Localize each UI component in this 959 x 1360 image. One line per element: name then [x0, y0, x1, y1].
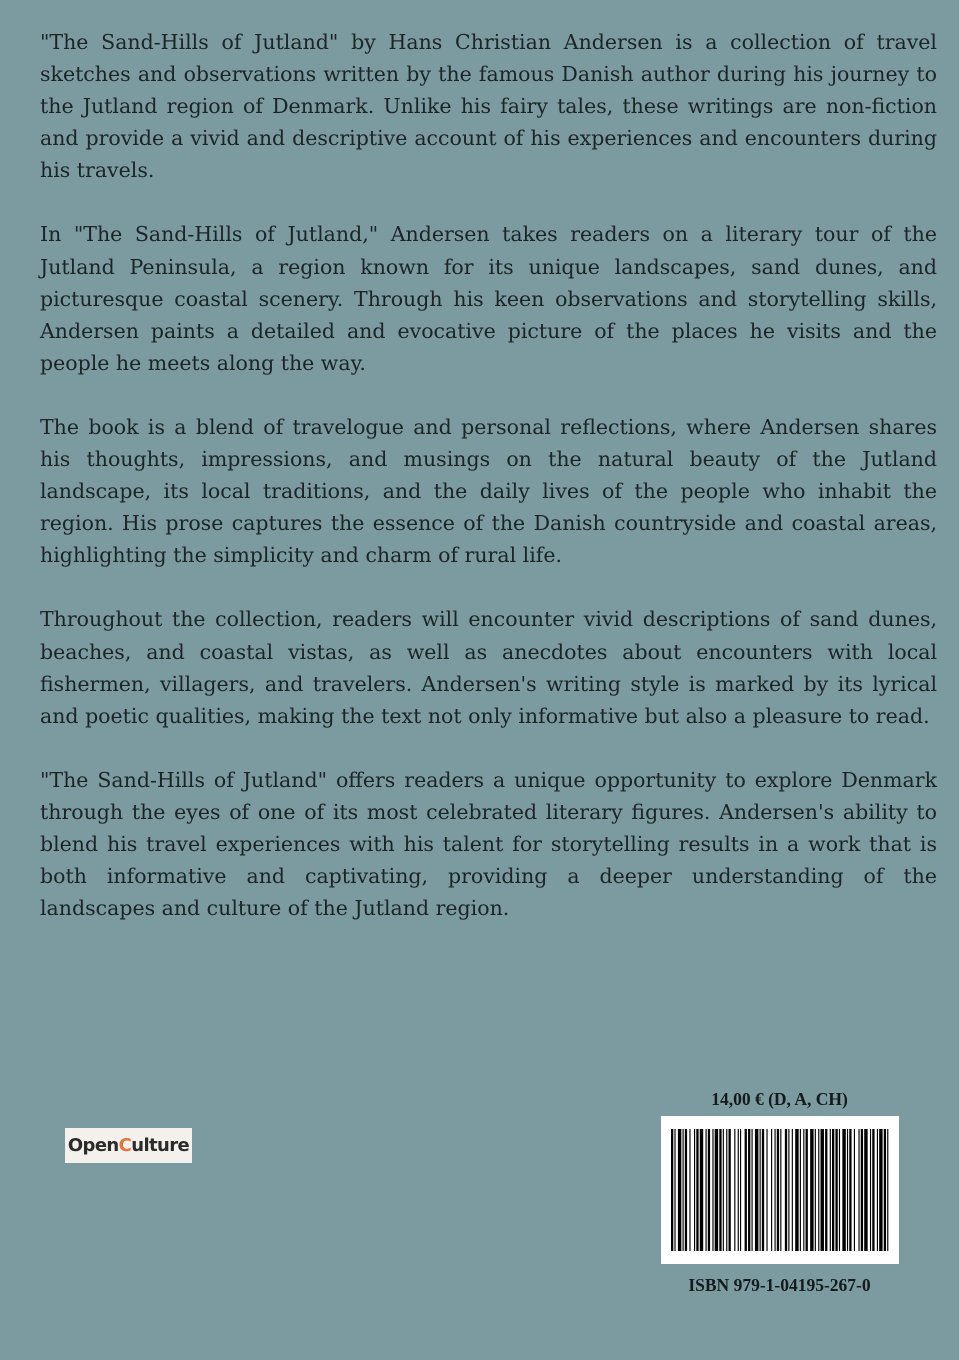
barcode-bar — [861, 1129, 863, 1251]
barcode-bar — [849, 1129, 851, 1251]
barcode-bar — [748, 1129, 750, 1251]
barcode-bar — [792, 1129, 793, 1251]
barcode-bar — [706, 1129, 707, 1251]
barcode-bar — [870, 1129, 871, 1251]
barcode-bar — [800, 1129, 801, 1251]
barcode-bar — [696, 1129, 698, 1251]
barcode-bar — [877, 1129, 878, 1251]
barcode-bar — [818, 1129, 819, 1251]
isbn-label: ISBN 979-1-04195-267-0 — [688, 1275, 871, 1295]
barcode-bar — [879, 1129, 882, 1251]
barcode-bar — [700, 1129, 703, 1251]
barcode-bar — [839, 1129, 840, 1251]
barcode-bar — [835, 1129, 837, 1251]
barcode-bar — [858, 1129, 859, 1251]
barcode-bar — [715, 1129, 718, 1251]
barcode-bar — [729, 1129, 731, 1251]
barcode-bar — [830, 1129, 831, 1251]
blurb-paragraph-5: "The Sand-Hills of Jutland" offers readers a unique opportunity to explore Denmark through the eyes of one of its most celebrated literary figures. Andersen's ability to blend his travel experiences with his talent for storytelling results in a work that is both informative and captivating, providing a deeper understanding of the landscapes and culture of the Jutland region. — [40, 767, 937, 921]
barcode-bar — [788, 1129, 789, 1251]
barcode-bar — [815, 1129, 816, 1251]
barcode-bar — [689, 1129, 690, 1251]
barcode-bar — [719, 1129, 721, 1251]
barcode-bar — [712, 1129, 713, 1251]
barcode-bar — [694, 1129, 695, 1251]
barcode-bar — [777, 1129, 779, 1251]
barcode-bar — [795, 1129, 798, 1251]
back-cover-blurb — [40, 26, 937, 956]
barcode-bar — [806, 1129, 808, 1251]
barcode-bar — [864, 1129, 867, 1251]
barcode-bar — [842, 1129, 845, 1251]
barcode-bar — [810, 1129, 813, 1251]
barcode-bar — [738, 1129, 739, 1251]
barcode-bar — [884, 1129, 886, 1251]
logo-mark: C — [118, 1135, 132, 1156]
barcode-bar — [780, 1129, 781, 1251]
blurb-paragraph-1: "The Sand-Hills of Jutland" by Hans Christian Andersen is a collection of travel sketches and observations written by the famous Danish author during his journey to the Jutland region of Denmark. Unlike his fairy tales, these writings are non-fiction and provide a vivid and descriptive account of his experiences and encounters during his travels. — [40, 30, 937, 183]
barcode-bar — [785, 1129, 787, 1251]
barcode-bar — [766, 1129, 767, 1251]
blurb-paragraph-4: Throughout the collection, readers will encounter vivid descriptions of sand dunes, beaches, and coastal vistas, as well as anecdotes about encounters with local fishermen, villagers, and travelers. Andersen's writing style is marked by its lyrical and poetic qualities, making the text not only informative but also a pleasure to read. — [40, 607, 937, 728]
blurb-paragraph-3: The book is a blend of travelogue and personal reflections, where Andersen shares his thoughts, impressions, and musings on the natural beauty of the Jutland landscape, its local traditions, and the daily lives of the people who inhabit the region. His prose captures the essence of the Danish countryside and coastal areas, highlighting the simplicity and charm of rural life. — [40, 414, 937, 568]
barcode-bar — [674, 1129, 675, 1251]
barcode-bar — [683, 1129, 684, 1251]
barcode-bar — [825, 1129, 827, 1251]
barcode-bar — [671, 1129, 673, 1251]
barcode-bar — [678, 1129, 681, 1251]
barcode-bar — [760, 1129, 761, 1251]
blurb-paragraph-2: In "The Sand-Hills of Jutland," Andersen takes readers on a literary tour of the Jutland Peninsula, a region known for its unique landscapes, sand dunes, and picturesque coastal scenery. Through his keen observations and storytelling skills, Andersen paints a detailed and evocative picture of the places he visits and the people he meets along the way. — [40, 222, 937, 375]
barcode-bar — [872, 1129, 874, 1251]
barcode — [661, 1116, 899, 1264]
price-label: 14,00 € (D, A, CH) — [711, 1089, 848, 1109]
barcode-icon — [671, 1129, 889, 1251]
barcode-bar — [740, 1129, 741, 1251]
barcode-bar — [734, 1129, 735, 1251]
barcode-bar — [847, 1129, 848, 1251]
publisher-logo — [65, 1128, 192, 1163]
barcode-bar — [762, 1129, 764, 1251]
barcode-bar — [832, 1129, 834, 1251]
barcode-bar — [708, 1129, 710, 1251]
barcode-bar — [755, 1129, 758, 1251]
barcode-bar — [775, 1129, 776, 1251]
barcode-bar — [887, 1129, 888, 1251]
barcode-bar — [723, 1129, 724, 1251]
logo-text-open: Open — [67, 1135, 119, 1156]
barcode-bar — [821, 1129, 824, 1251]
logo-text-ulture: ulture — [131, 1135, 190, 1156]
barcode-bar — [726, 1129, 727, 1251]
barcode-bar — [854, 1129, 855, 1251]
barcode-bar — [771, 1129, 772, 1251]
barcode-bar — [752, 1129, 753, 1251]
barcode-bar — [745, 1129, 747, 1251]
barcode-bar — [685, 1129, 687, 1251]
barcode-bar — [803, 1129, 804, 1251]
